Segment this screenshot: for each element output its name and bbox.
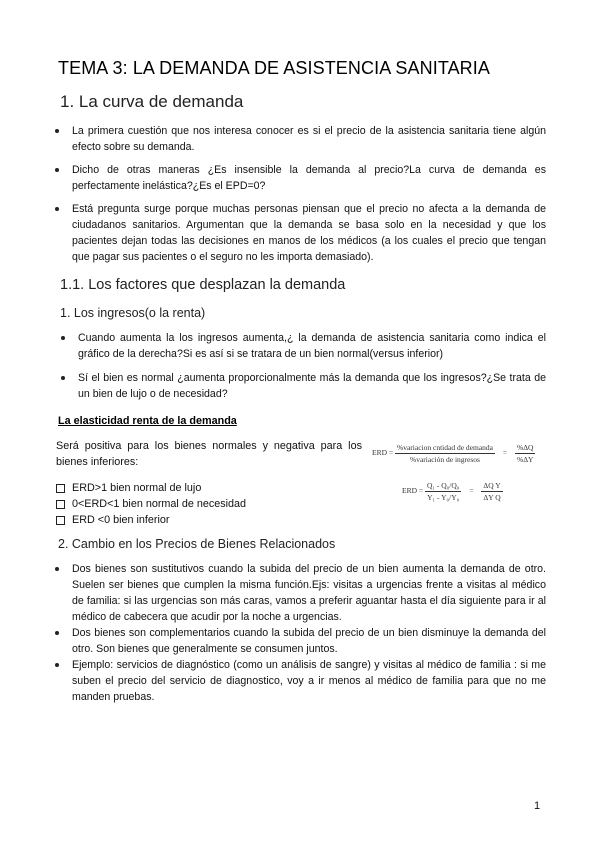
page-number: 1 [534, 800, 541, 812]
list-item: Dicho de otras maneras ¿Es insensible la demanda al precio?La curva de demanda es perfectamente inelástica?¿Es el EPD=0? [54, 162, 546, 194]
checkbox-bullet-icon [56, 500, 65, 509]
list-item: La primera cuestión que nos interesa conocer es si el precio de la asistencia sanitaria tiene algún efecto sobre su demanda. [54, 123, 546, 155]
bullet-icon [61, 336, 65, 340]
list-item: Está pregunta surge porque muchas personas piensan que el precio no afecta a la demanda de ciudadanos sanitarios. Argumentan que la demanda se basa solo en la necesidad y que los pacientes dejan todas las decisiones en manos de los médicos (a los cuales el precio que tengan que pagar sus pacientes o el seguro no les importa demasiado). [54, 201, 546, 265]
page-title: TEMA 3: LA DEMANDA DE ASISTENCIA SANITARIA [58, 58, 490, 78]
precios-bullet-list [54, 561, 546, 705]
bullet-icon [61, 376, 65, 380]
checkbox-bullet-icon [56, 484, 65, 493]
subheading-ingresos: 1. Los ingresos(o la renta) [60, 306, 206, 320]
list-item: Ejemplo: servicios de diagnóstico (como un análisis de sangre) y visitas al médico de familia : si me suben el precio del servicio de diagnostico, voy a ir menos al médico de familia para que no me manden pruebas. [54, 657, 546, 705]
formula-erd-delta: ERD = $\frac{\text{Q₁ - Q₀/Q₀}}{\text{Y₁ - Y₀/Y₀}}$ = $\frac{\text{ΔQ Y}}{\text{ΔY Q}}$ [402, 481, 501, 502]
elasticity-paragraph: Será positiva para los bienes normales y negativa para los bienes inferiores: [56, 440, 362, 468]
formula-erd-percent: ERD = $\frac{\text{\%variacion cntidad de demanda}}{\text{\%variación de ingresos}}$ = $\frac{\%\Delta Q}{\%\Delta Y}$ [372, 443, 534, 464]
list-item: Sí el bien es normal ¿aumenta proporcionalmente más la demanda que los ingresos?¿Se trata de un bien de lujo o de necesidad? [60, 370, 546, 402]
section-heading-factores: 1.1. Los factores que desplazan la demanda [60, 277, 346, 293]
list-item: Cuando aumenta la los ingresos aumenta,¿ la demanda de asistencia sanitaria como indica el gráfico de la derecha?Si es así si se tratara de un bien normal(versus inferior) [60, 330, 546, 362]
bullet-icon [55, 207, 59, 211]
ingresos-bullet-list [60, 330, 546, 410]
section-heading-curva: 1. La curva de demanda [60, 92, 244, 111]
list-item: ERD>1 bien normal de lujo [56, 480, 246, 496]
elasticity-heading: La elasticidad renta de la demanda [58, 415, 237, 427]
bullet-icon [55, 129, 59, 133]
list-item: ERD <0 bien inferior [56, 512, 246, 528]
elasticity-checklist [56, 480, 246, 528]
section1-bullet-list [54, 123, 546, 272]
subheading-precios-relacionados: 2. Cambio en los Precios de Bienes Relacionados [58, 537, 336, 551]
checkbox-bullet-icon [56, 516, 65, 525]
list-item: Dos bienes son sustitutivos cuando la subida del precio de un bien aumenta la demanda de otro. Suelen ser bienes que cumplen la misma función.Ejs: visitas a urgencias frente a visitas al médico de familia: si las urgencias son más caras, vamos a preferir aguantar hasta el día siguiente para ir al médico de cabecera que acudir por la noche a urgencias. [54, 561, 546, 625]
list-item: 0<ERD<1 bien normal de necesidad [56, 496, 246, 512]
bullet-icon [55, 631, 59, 635]
bullet-icon [55, 168, 59, 172]
bullet-icon [55, 567, 59, 571]
list-item: Dos bienes son complementarios cuando la subida del precio de un bien disminuye la demanda del otro. Son bienes que generalmente se consumen juntos. [54, 625, 546, 657]
bullet-icon [55, 663, 59, 667]
